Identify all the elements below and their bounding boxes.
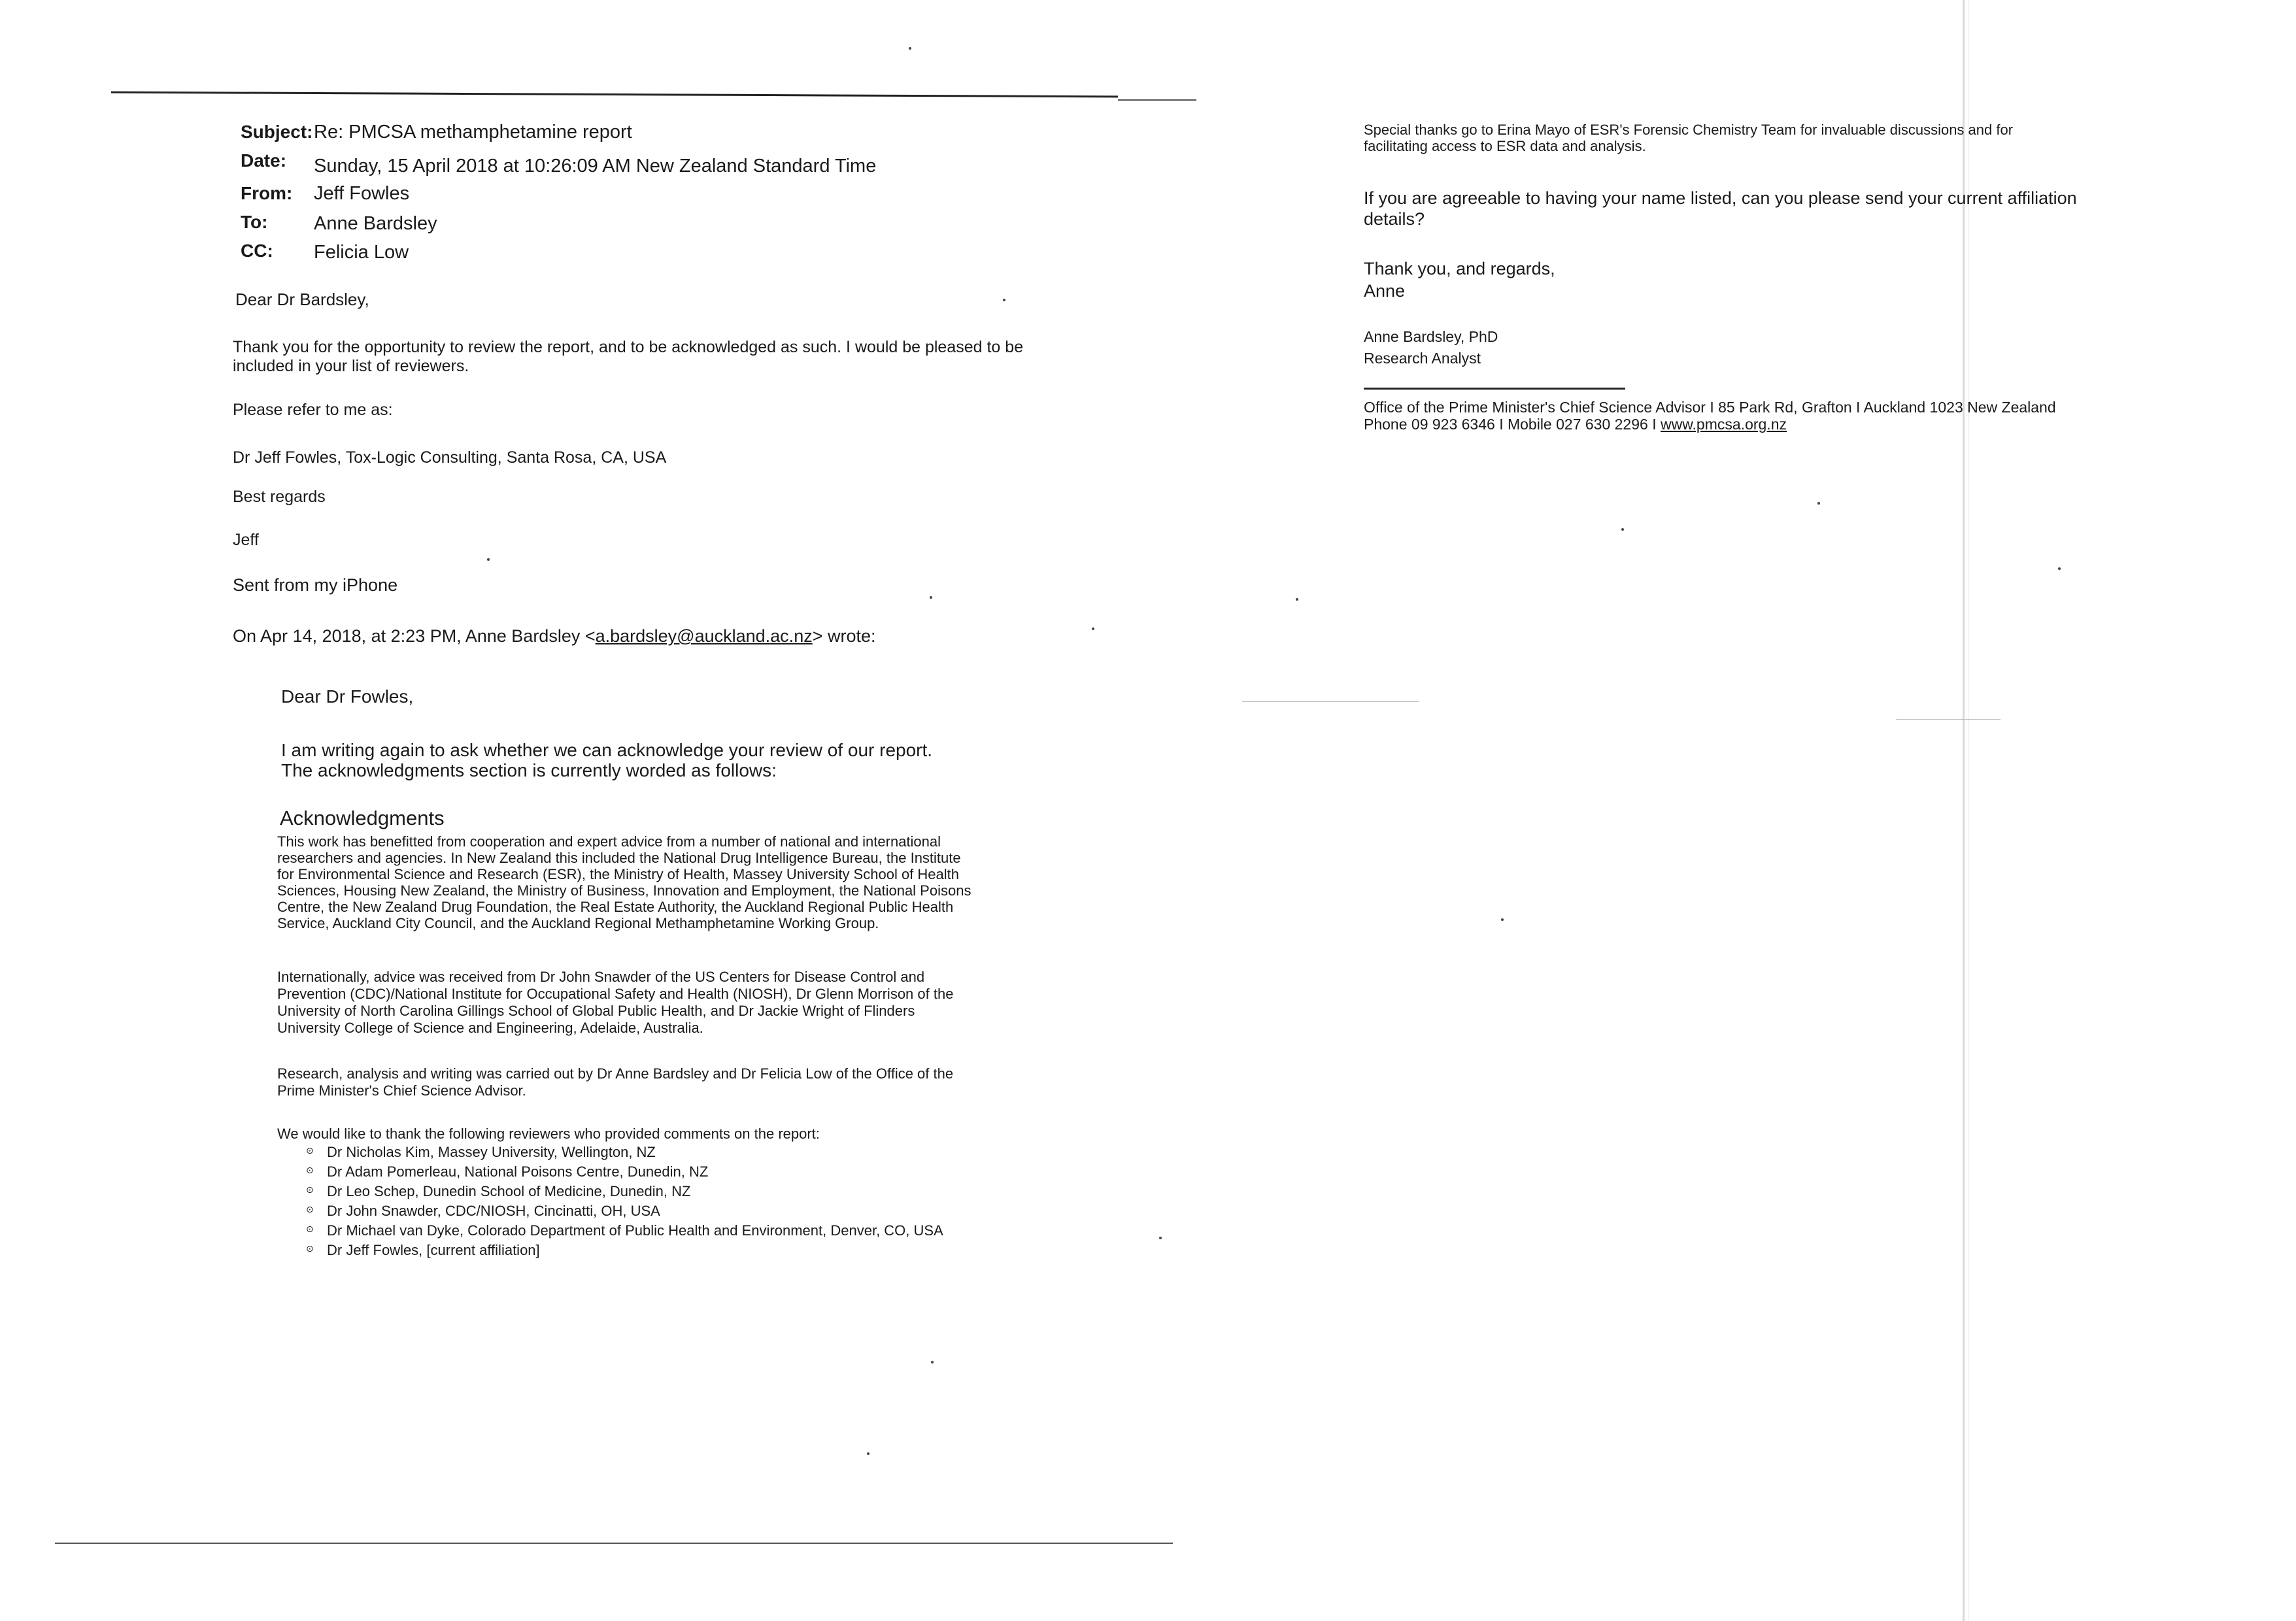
right-name: Anne (1364, 281, 1406, 301)
scan-speck (867, 1452, 869, 1455)
scan-speck (1159, 1237, 1162, 1239)
ack-line: Research, analysis and writing was carried out by Dr Anne Bardsley and Dr Felicia Low of the Office of the (277, 1065, 954, 1082)
scan-speck (1817, 502, 1820, 505)
ask-line: If you are agreeable to having your name listed, can you please send your current affiliation (1364, 188, 2077, 208)
date-value: Sunday, 15 April 2018 at 10:26:09 AM New Zealand Standard Time (314, 156, 877, 176)
scan-speck (1003, 299, 1005, 301)
cc-label: CC: (241, 241, 273, 261)
scan-speck (487, 558, 490, 561)
contact-line (1364, 416, 1787, 433)
reply-sent-from: Sent from my iPhone (233, 575, 398, 595)
ack-line: Prevention (CDC)/National Institute for Occupational Safety and Health (NIOSH), Dr Glenn Morrison of the (277, 986, 954, 1002)
ack-line: for Environmental Science and Research (ESR), the Ministry of Health, Massey University School of Health (277, 866, 959, 882)
list-item: Dr John Snawder, CDC/NIOSH, Cincinatti, OH, USA (327, 1203, 660, 1219)
reply-signature: Jeff (233, 531, 259, 549)
reply-greeting: Dear Dr Bardsley, (235, 290, 369, 309)
cc-value: Felicia Low (314, 242, 409, 263)
scan-speck (930, 596, 932, 599)
ack-line: This work has benefitted from cooperation and expert advice from a number of national and international (277, 833, 941, 850)
ack-line: Sciences, Housing New Zealand, the Ministry of Business, Innovation and Employment, the National Poisons (277, 882, 971, 899)
scan-speck (909, 47, 911, 50)
reply-closing: Best regards (233, 488, 326, 506)
list-bullet-icon: ⊙ (306, 1224, 314, 1234)
ack-line: University College of Science and Engineering, Adelaide, Australia. (277, 1020, 703, 1036)
office-address: Office of the Prime Minister's Chief Science Advisor I 85 Park Rd, Grafton I Auckland 1023 New Zealand (1364, 399, 2056, 416)
list-bullet-icon: ⊙ (306, 1165, 314, 1175)
list-item: Dr Michael van Dyke, Colorado Department of Public Health and Environment, Denver, CO, USA (327, 1222, 943, 1239)
quoted-intro-line: I am writing again to ask whether we can acknowledge your review of our report. (281, 740, 933, 760)
scan-bottom-rule (55, 1543, 1173, 1544)
quoted-greeting: Dear Dr Fowles, (281, 686, 414, 707)
quoted-intro-line: The acknowledgments section is currently worded as follows: (281, 760, 777, 780)
reply-affiliation: Dr Jeff Fowles, Tox-Logic Consulting, Santa Rosa, CA, USA (233, 448, 667, 467)
contact-phones: Phone 09 923 6346 I Mobile 027 630 2296 I (1364, 416, 1661, 433)
reply-refer: Please refer to me as: (233, 401, 393, 419)
to-value: Anne Bardsley (314, 213, 437, 234)
quote-header-suffix: > wrote: (812, 626, 876, 646)
list-item: Dr Nicholas Kim, Massey University, Wellington, NZ (327, 1144, 656, 1160)
list-bullet-icon: ⊙ (306, 1145, 314, 1156)
signature-rule (1364, 388, 1625, 390)
thanks-line: Special thanks go to Erina Mayo of ESR's Forensic Chemistry Team for invaluable discussions and for (1364, 122, 2014, 138)
reply-para-line: included in your list of reviewers. (233, 357, 469, 375)
list-bullet-icon: ⊙ (306, 1204, 314, 1214)
ack-line: Service, Auckland City Council, and the Auckland Regional Methamphetamine Working Group. (277, 915, 879, 931)
scan-speck (1296, 598, 1298, 601)
list-item: Dr Jeff Fowles, [current affiliation] (327, 1242, 540, 1258)
ack-line: Prime Minister's Chief Science Advisor. (277, 1082, 526, 1099)
scan-speck (2058, 567, 2061, 570)
ack-heading: Acknowledgments (280, 807, 445, 829)
scan-speck (1621, 528, 1624, 531)
thanks-line: facilitating access to ESR data and analysis. (1364, 138, 1646, 154)
scan-speck (1092, 627, 1094, 630)
reviewers-intro: We would like to thank the following reviewers who provided comments on the report: (277, 1126, 820, 1142)
from-label: From: (241, 183, 293, 203)
scan-top-rule (111, 92, 1118, 98)
scan-mid-mark (1242, 701, 1419, 702)
scan-speck (1501, 918, 1504, 921)
ack-line: Centre, the New Zealand Drug Foundation, the Real Estate Authority, the Auckland Regional Public Health (277, 899, 954, 915)
list-bullet-icon: ⊙ (306, 1243, 314, 1254)
ack-line: University of North Carolina Gillings School of Global Public Health, and Dr Jackie Wright of Flinders (277, 1003, 915, 1019)
reply-para-line: Thank you for the opportunity to review the report, and to be acknowledged as such. I would be pleased to be (233, 338, 1024, 356)
ack-line: researchers and agencies. In New Zealand this included the National Drug Intelligence Bureau, the Institute (277, 850, 961, 866)
scan-mid-mark-2 (1896, 719, 2001, 720)
ask-line: details? (1364, 209, 1425, 229)
subject-value: Re: PMCSA methamphetamine report (314, 122, 632, 142)
right-closing: Thank you, and regards, (1364, 259, 1555, 278)
sig-name: Anne Bardsley, PhD (1364, 328, 1498, 345)
quote-header-email-link[interactable]: a.bardsley@auckland.ac.nz (595, 626, 813, 646)
quote-header-prefix: On Apr 14, 2018, at 2:23 PM, Anne Bardsley < (233, 626, 596, 646)
subject-label: Subject: (241, 122, 313, 142)
sig-title: Research Analyst (1364, 350, 1481, 367)
from-value: Jeff Fowles (314, 183, 410, 204)
list-item: Dr Adam Pomerleau, National Poisons Centre, Dunedin, NZ (327, 1163, 709, 1180)
scan-right-edge (1963, 0, 1965, 1621)
list-item: Dr Leo Schep, Dunedin School of Medicine, Dunedin, NZ (327, 1183, 691, 1199)
website-link[interactable]: www.pmcsa.org.nz (1660, 416, 1787, 433)
scan-speck (931, 1361, 934, 1363)
quote-header (233, 626, 876, 646)
date-label: Date: (241, 150, 287, 171)
scan-top-rule-tail (1118, 99, 1196, 101)
list-bullet-icon: ⊙ (306, 1184, 314, 1195)
ack-line: Internationally, advice was received from Dr John Snawder of the US Centers for Disease Control and (277, 969, 925, 985)
to-label: To: (241, 212, 268, 232)
